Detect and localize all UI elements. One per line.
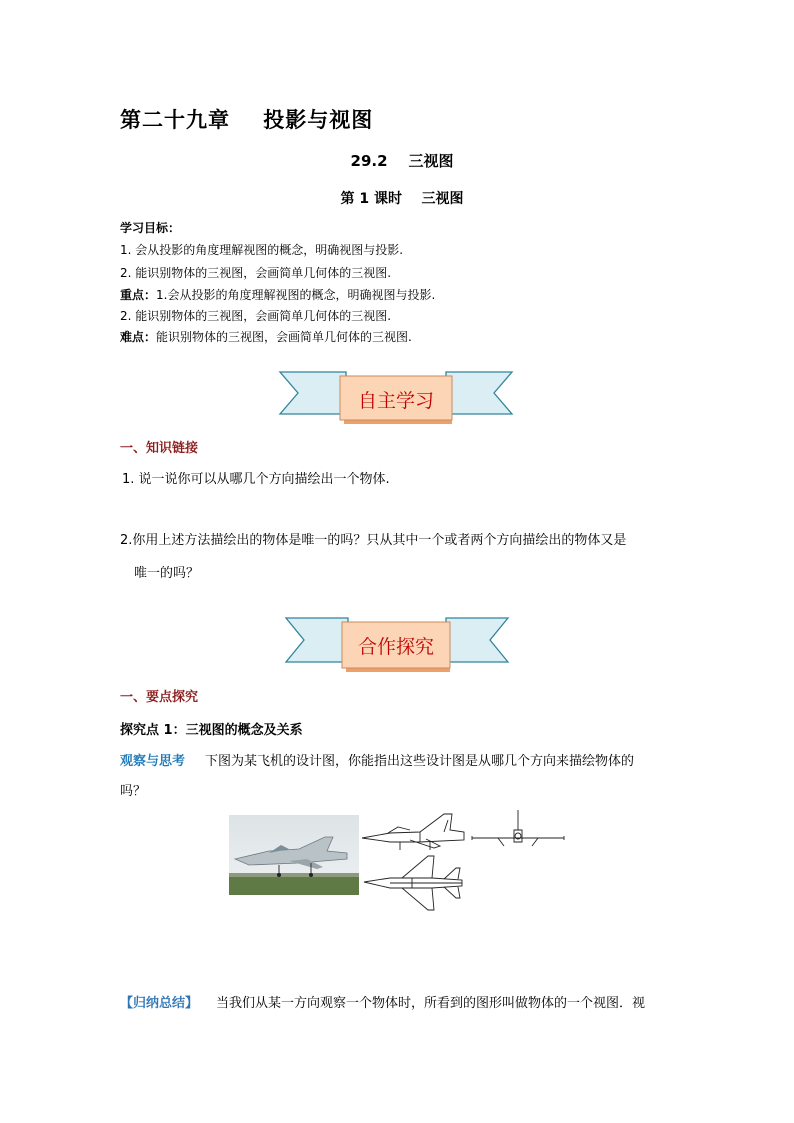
banner-label-1: 自主学习 — [357, 390, 434, 412]
observe-text: 下图为某飞机的设计图，你能指出这些设计图是从哪几个方向来描绘物体的 — [205, 754, 635, 769]
objective-item-1: 1. 会从投影的角度理解视图的概念，明确视图与投影. — [120, 243, 404, 257]
key-point-text: 1.会从投影的角度理解视图的概念，明确视图与投影. — [156, 288, 436, 302]
point-1-title: 探究点 1：三视图的概念及关系 — [120, 723, 303, 738]
summary-label: 【归纳总结】 — [120, 996, 199, 1011]
difficulty-text: 能识别物体的三视图，会画简单几何体的三视图. — [156, 330, 412, 344]
section-title: 29.2 三视图 — [350, 152, 454, 170]
jet-photo — [229, 815, 359, 895]
chapter-title: 第二十九章 投影与视图 — [120, 108, 374, 132]
jet-front-view — [468, 808, 568, 854]
observe-label: 观察与思考 — [120, 754, 186, 769]
question-2-line-1: 2.你用上述方法描绘出的物体是唯一的吗？只从其中一个或者两个方向描绘出的物体又是 — [120, 533, 627, 548]
key-point-label: 重点： — [120, 288, 157, 302]
part1-heading: 一、知识链接 — [120, 441, 199, 456]
objective-item-2: 2. 能识别物体的三视图，会画简单几何体的三视图. — [120, 266, 392, 280]
summary-text: 当我们从某一方向观察一个物体时，所看到的图形叫做物体的一个视图．视 — [216, 996, 646, 1011]
objectives-heading: 学习目标： — [120, 221, 181, 235]
jet-side-view — [360, 810, 468, 856]
observe-line-1 — [120, 750, 634, 769]
summary-line — [120, 992, 645, 1011]
key-point-2: 2. 能识别物体的三视图，会画简单几何体的三视图. — [120, 309, 392, 323]
banner-label-2: 合作探究 — [357, 636, 434, 658]
difficulty-label: 难点： — [120, 330, 157, 344]
question-1: 1. 说一说你可以从哪几个方向描绘出一个物体. — [122, 472, 390, 487]
lesson-title: 第 1 课时 三视图 — [340, 191, 464, 207]
jet-top-view — [362, 852, 466, 914]
part2-heading: 一、要点探究 — [120, 690, 199, 705]
difficulty-point — [120, 327, 412, 347]
question-2-line-2: 唯一的吗？ — [134, 566, 200, 581]
key-point — [120, 285, 435, 305]
observe-line-2: 吗？ — [120, 784, 147, 799]
